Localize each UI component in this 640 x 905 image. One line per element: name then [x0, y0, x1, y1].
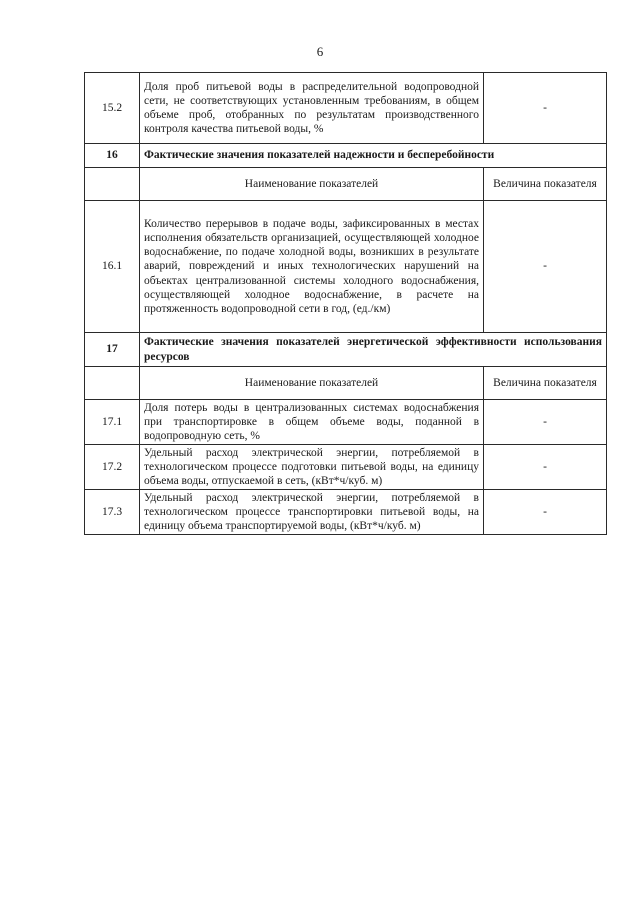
section-title: Фактические значения показателей энергетической эффективности использования ресурсов: [140, 333, 607, 367]
table-row: [85, 445, 607, 490]
column-header-name: Наименование показателей: [140, 168, 484, 201]
indicator-number: 17.2: [85, 445, 140, 490]
indicator-value: -: [484, 400, 607, 445]
section-row: [85, 144, 607, 168]
column-header-row: [85, 168, 607, 201]
indicators-table: [84, 72, 607, 535]
indicator-number: 15.2: [85, 73, 140, 144]
indicator-name: Удельный расход электрической энергии, потребляемой в технологическом процессе транспортировки питьевой воды, на единицу объема транспортируемой воды, (кВт*ч/куб. м): [140, 490, 484, 535]
section-number: 17: [85, 333, 140, 367]
column-header-value: Величина показателя: [484, 168, 607, 201]
column-header-row: [85, 367, 607, 400]
indicator-value: -: [484, 73, 607, 144]
indicator-value: -: [484, 445, 607, 490]
section-row: [85, 333, 607, 367]
column-header-name: Наименование показателей: [140, 367, 484, 400]
indicator-name: Удельный расход электрической энергии, потребляемой в технологическом процессе подготовки питьевой воды, на единицу объема воды, отпускаемой в сеть, (кВт*ч/куб. м): [140, 445, 484, 490]
table-row: [85, 400, 607, 445]
section-title: Фактические значения показателей надежности и бесперебойности: [140, 144, 607, 168]
page-number: 6: [316, 44, 324, 59]
indicators-table-body: [85, 73, 607, 535]
header-empty-cell: [85, 168, 140, 201]
indicator-value: -: [484, 201, 607, 333]
column-header-value: Величина показателя: [484, 367, 607, 400]
indicator-name: Количество перерывов в подаче воды, зафиксированных в местах исполнения обязательств организацией, осуществляющей холодное водоснабжение, по подаче холодной воды, возникших в результате аварий, повреждений и иных технологических нарушений на объектах централизованной системы холодного водоснабжения, осуществляющей холодное водоснабжение, в расчете на протяженность водопроводной сети в год, (ед./км): [140, 201, 484, 333]
indicator-name: Доля потерь воды в централизованных системах водоснабжения при транспортировке в общем объеме воды, поданной в водопроводную сеть, %: [140, 400, 484, 445]
indicator-number: 17.1: [85, 400, 140, 445]
indicator-name: Доля проб питьевой воды в распределительной водопроводной сети, не соответствующих установленным требованиям, в общем объеме проб, отобранных по результатам производственного контроля качества питьевой воды, %: [140, 73, 484, 144]
indicator-value: -: [484, 490, 607, 535]
header-empty-cell: [85, 367, 140, 400]
indicator-number: 16.1: [85, 201, 140, 333]
section-number: 16: [85, 144, 140, 168]
table-row: [85, 490, 607, 535]
table-row: [85, 201, 607, 333]
indicator-number: 17.3: [85, 490, 140, 535]
table-row: [85, 73, 607, 144]
